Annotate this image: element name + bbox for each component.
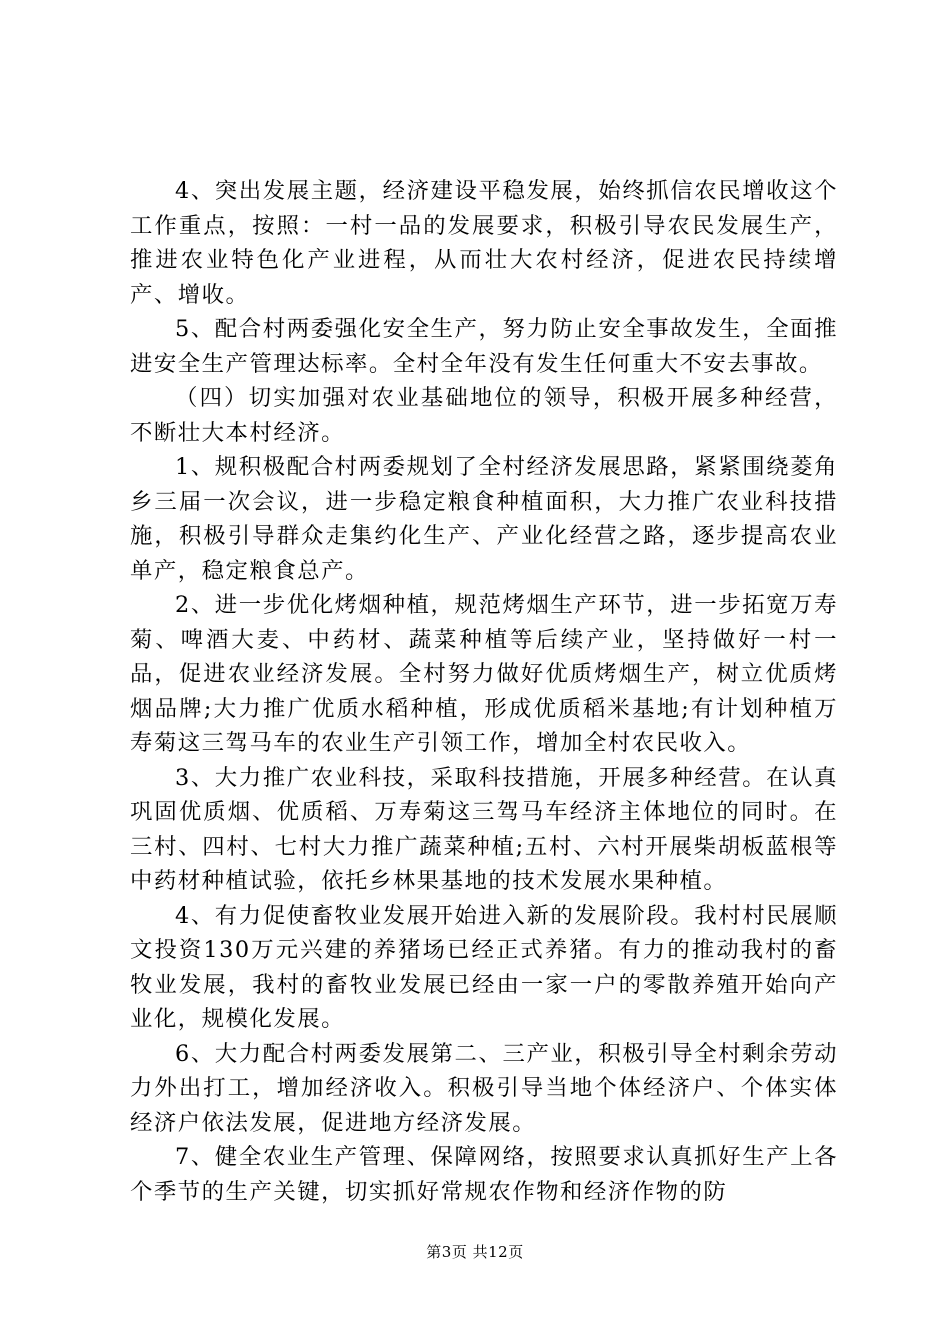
paragraph-7: 6、大力配合村两委发展第二、三产业，积极引导全村剩余劳动力外出打工，增加经济收入。积极引导当地个体经济户、个体实体经济户依法发展，促进地方经济发展。 <box>130 1040 838 1136</box>
page-footer: 第3页 共12页 <box>426 1243 524 1261</box>
paragraph-3: 1、规积极配合村两委规划了全村经济发展思路，紧紧围绕菱角乡三届一次会议，进一步稳定粮食种植面积，大力推广农业科技措施，积极引导群众走集约化生产、产业化经营之路，逐步提高农业单产，稳定粮食总产。 <box>130 454 838 584</box>
paragraph-6: 4、有力促使畜牧业发展开始进入新的发展阶段。我村村民展顺文投资130万元兴建的养猪场已经正式养猪。有力的推动我村的畜牧业发展，我村的畜牧业发展已经由一家一户的零散养殖开始向产业化，规模化发展。 <box>130 902 838 1032</box>
paragraph-5: 3、大力推广农业科技，采取科技措施，开展多种经营。在认真巩固优质烟、优质稻、万寿菊这三驾马车经济主体地位的同时。在三村、四村、七村大力推广蔬菜种植;五村、六村开展柴胡板蓝根等中药材种植试验，依托乡林果基地的技术发展水果种植。 <box>130 764 838 894</box>
paragraph-2: 5、配合村两委强化安全生产，努力防止安全事故发生，全面推进安全生产管理达标率。全村全年没有发生任何重大不安去事故。 <box>130 316 838 377</box>
paragraph-4: 2、进一步优化烤烟种植，规范烤烟生产环节，进一步拓宽万寿菊、啤酒大麦、中药材、蔬菜种植等后续产业，坚持做好一村一品，促进农业经济发展。全村努力做好优质烤烟生产，树立优质烤烟品牌;大力推广优质水稻种植，形成优质稻米基地;有计划种植万寿菊这三驾马车的农业生产引领工作，增加全村农民收入。 <box>130 592 838 756</box>
paragraph-1: 4、突出发展主题，经济建设平稳发展，始终抓信农民增收这个工作重点，按照：一村一品的发展要求，积极引导农民发展生产，推进农业特色化产业进程，从而壮大农村经济，促进农民持续增产、增收。 <box>130 178 838 308</box>
document-body <box>130 174 838 1209</box>
paragraph-8: 7、健全农业生产管理、保障网络，按照要求认真抓好生产上各个季节的生产关键，切实抓好常规农作物和经济作物的防 <box>130 1144 838 1205</box>
section-heading-4: （四）切实加强对农业基础地位的领导，积极开展多种经营，不断壮大本村经济。 <box>130 385 838 446</box>
